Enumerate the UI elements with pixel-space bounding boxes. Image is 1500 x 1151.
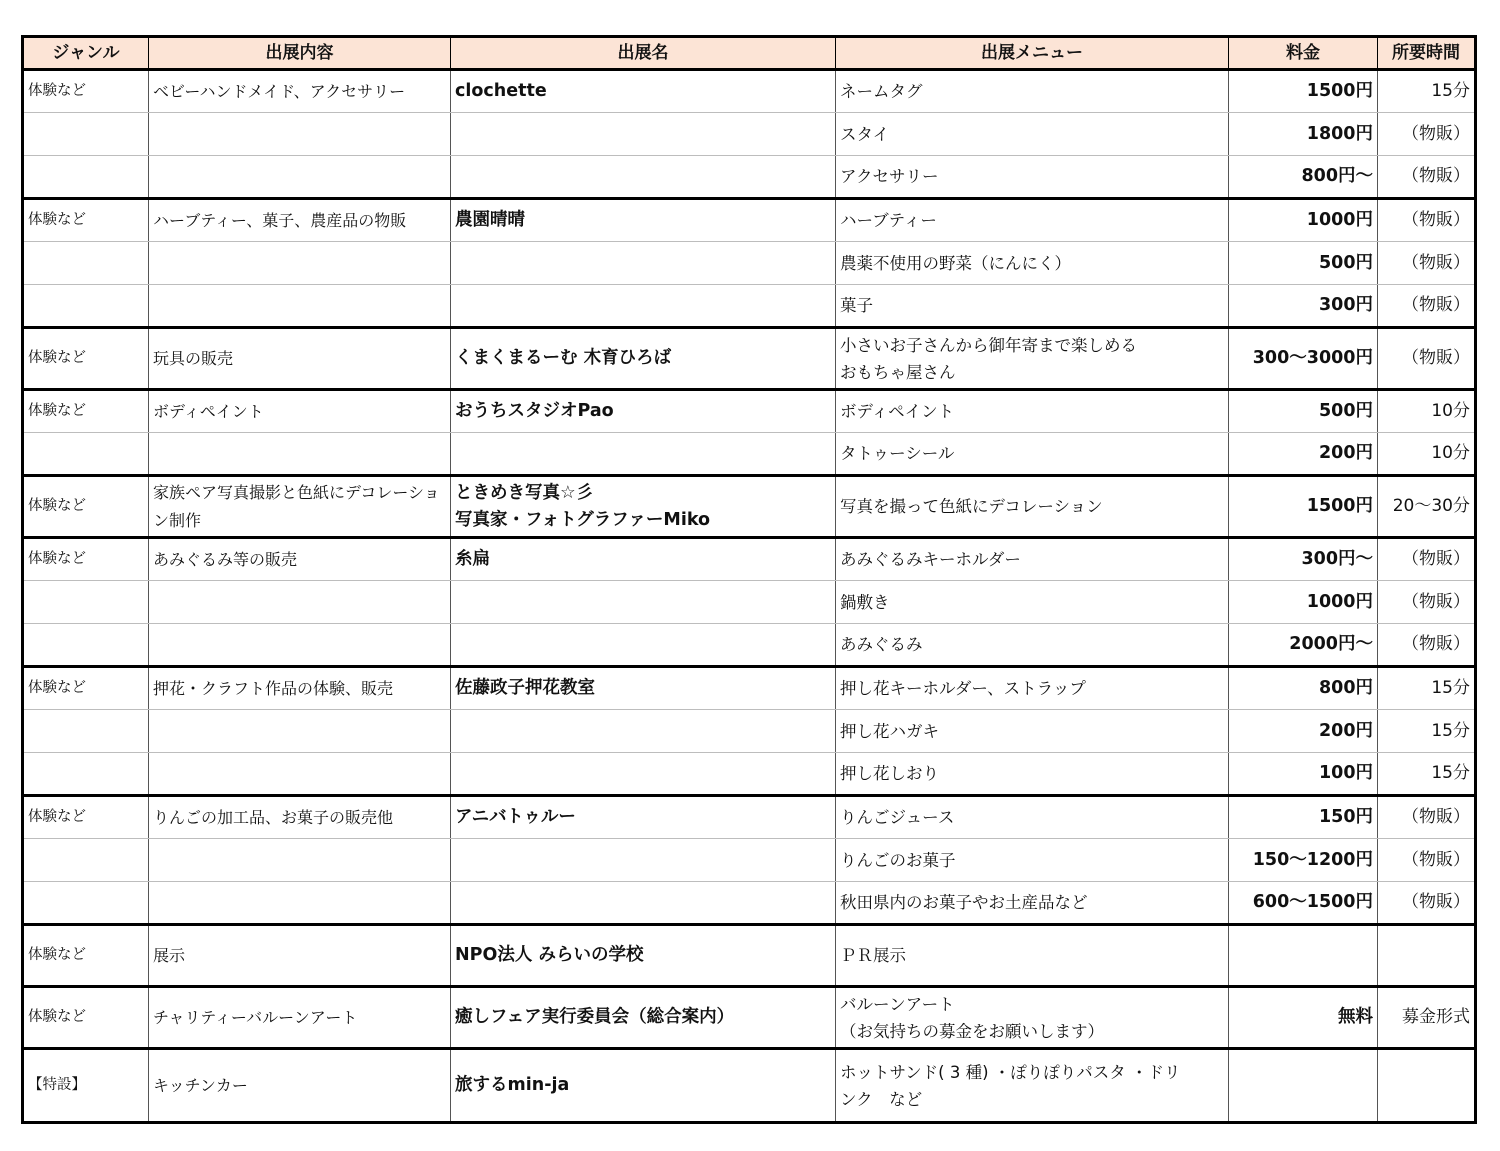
price-cell: 500円: [1229, 242, 1378, 285]
genre-cell: 体験など: [23, 796, 149, 839]
content-cell: [149, 433, 451, 476]
duration-cell: （物販）: [1378, 156, 1476, 199]
header-menu: 出展メニュー: [836, 37, 1229, 70]
content-cell: ハーブティー、菓子、農産品の物販: [149, 199, 451, 242]
duration-cell: 20～30分: [1378, 476, 1476, 538]
duration-cell: （物販）: [1378, 285, 1476, 328]
table-row: [23, 1049, 1476, 1123]
price-cell: 150円: [1229, 796, 1378, 839]
genre-cell: 体験など: [23, 390, 149, 433]
duration-cell: 15分: [1378, 667, 1476, 710]
genre-cell: [23, 433, 149, 476]
exhibitor-name-cell: 癒しフェア実行委員会（総合案内）: [451, 987, 836, 1049]
duration-cell: （物販）: [1378, 199, 1476, 242]
content-cell: あみぐるみ等の販売: [149, 538, 451, 581]
content-cell: キッチンカー: [149, 1049, 451, 1123]
content-cell: [149, 242, 451, 285]
menu-cell: りんごのお菓子: [836, 839, 1229, 882]
menu-cell: 写真を撮って色紙にデコレーション: [836, 476, 1229, 538]
price-cell: 600～1500円: [1229, 882, 1378, 925]
genre-cell: 【特設】: [23, 1049, 149, 1123]
duration-cell: 10分: [1378, 433, 1476, 476]
duration-cell: （物販）: [1378, 882, 1476, 925]
header-duration: 所要時間: [1378, 37, 1476, 70]
table-row: [23, 70, 1476, 113]
exhibitor-name-cell: [451, 882, 836, 925]
genre-cell: [23, 285, 149, 328]
exhibitor-name-cell: [451, 753, 836, 796]
content-cell: りんごの加工品、お菓子の販売他: [149, 796, 451, 839]
genre-cell: [23, 156, 149, 199]
exhibitor-name-cell: ときめき写真☆彡 写真家・フォトグラファーMiko: [451, 476, 836, 538]
duration-cell: 15分: [1378, 710, 1476, 753]
content-cell: [149, 113, 451, 156]
menu-cell: あみぐるみキーホルダー: [836, 538, 1229, 581]
price-cell: [1229, 1049, 1378, 1123]
table-row: [23, 753, 1476, 796]
duration-cell: （物販）: [1378, 796, 1476, 839]
header-row: [23, 37, 1476, 70]
genre-cell: [23, 581, 149, 624]
menu-cell: ボディペイント: [836, 390, 1229, 433]
table-row: [23, 242, 1476, 285]
table-row: [23, 328, 1476, 390]
exhibitor-name-cell: [451, 113, 836, 156]
content-cell: ベビーハンドメイド、アクセサリー: [149, 70, 451, 113]
price-cell: 1800円: [1229, 113, 1378, 156]
exhibitor-name-cell: [451, 242, 836, 285]
content-cell: [149, 285, 451, 328]
exhibitor-name-cell: アニバトゥルー: [451, 796, 836, 839]
exhibitor-name-cell: [451, 839, 836, 882]
exhibitor-name-cell: [451, 710, 836, 753]
exhibitor-name-cell: clochette: [451, 70, 836, 113]
genre-cell: 体験など: [23, 987, 149, 1049]
content-cell: [149, 710, 451, 753]
genre-cell: [23, 753, 149, 796]
genre-cell: [23, 113, 149, 156]
price-cell: 1000円: [1229, 199, 1378, 242]
exhibitor-table: [21, 35, 1477, 1124]
content-cell: 押花・クラフト作品の体験、販売: [149, 667, 451, 710]
price-cell: 800円～: [1229, 156, 1378, 199]
header-price: 料金: [1229, 37, 1378, 70]
genre-cell: [23, 882, 149, 925]
menu-cell: アクセサリー: [836, 156, 1229, 199]
price-cell: 1000円: [1229, 581, 1378, 624]
menu-cell: 秋田県内のお菓子やお土産品など: [836, 882, 1229, 925]
duration-cell: （物販）: [1378, 624, 1476, 667]
price-cell: 1500円: [1229, 476, 1378, 538]
content-cell: 展示: [149, 925, 451, 987]
genre-cell: [23, 242, 149, 285]
exhibitor-name-cell: [451, 285, 836, 328]
price-cell: 200円: [1229, 433, 1378, 476]
table-row: [23, 667, 1476, 710]
exhibitor-name-cell: おうちスタジオPao: [451, 390, 836, 433]
duration-cell: 募金形式: [1378, 987, 1476, 1049]
header-content: 出展内容: [149, 37, 451, 70]
duration-cell: （物販）: [1378, 242, 1476, 285]
exhibitor-name-cell: [451, 624, 836, 667]
genre-cell: 体験など: [23, 70, 149, 113]
duration-cell: 15分: [1378, 753, 1476, 796]
table-row: [23, 433, 1476, 476]
menu-cell: りんごジュース: [836, 796, 1229, 839]
table-row: [23, 796, 1476, 839]
genre-cell: 体験など: [23, 667, 149, 710]
genre-cell: [23, 839, 149, 882]
table-row: [23, 390, 1476, 433]
genre-cell: 体験など: [23, 199, 149, 242]
menu-cell: 小さいお子さんから御年寄まで楽しめる おもちゃ屋さん: [836, 328, 1229, 390]
exhibitor-name-cell: 佐藤政子押花教室: [451, 667, 836, 710]
price-cell: 500円: [1229, 390, 1378, 433]
duration-cell: 10分: [1378, 390, 1476, 433]
table-row: [23, 624, 1476, 667]
duration-cell: [1378, 925, 1476, 987]
exhibitor-name-cell: くまくまるーむ 木育ひろば: [451, 328, 836, 390]
price-cell: [1229, 925, 1378, 987]
price-cell: 無料: [1229, 987, 1378, 1049]
menu-cell: 菓子: [836, 285, 1229, 328]
table-row: [23, 476, 1476, 538]
exhibitor-sheet: [21, 35, 1474, 1124]
genre-cell: 体験など: [23, 538, 149, 581]
exhibitor-name-cell: 農園晴晴: [451, 199, 836, 242]
header-exhibitor-name: 出展名: [451, 37, 836, 70]
table-row: [23, 925, 1476, 987]
content-cell: [149, 624, 451, 667]
table-row: [23, 882, 1476, 925]
exhibitor-name-cell: [451, 156, 836, 199]
content-cell: [149, 882, 451, 925]
content-cell: [149, 753, 451, 796]
duration-cell: （物販）: [1378, 581, 1476, 624]
duration-cell: 15分: [1378, 70, 1476, 113]
price-cell: 800円: [1229, 667, 1378, 710]
table-row: [23, 710, 1476, 753]
header-genre: ジャンル: [23, 37, 149, 70]
menu-cell: バルーンアート （お気持ちの募金をお願いします）: [836, 987, 1229, 1049]
price-cell: 2000円～: [1229, 624, 1378, 667]
duration-cell: [1378, 1049, 1476, 1123]
genre-cell: 体験など: [23, 925, 149, 987]
price-cell: 300～3000円: [1229, 328, 1378, 390]
table-row: [23, 538, 1476, 581]
menu-cell: 押し花しおり: [836, 753, 1229, 796]
content-cell: [149, 156, 451, 199]
table-row: [23, 839, 1476, 882]
exhibitor-name-cell: 糸扁: [451, 538, 836, 581]
menu-cell: 押し花ハガキ: [836, 710, 1229, 753]
table-body: [23, 70, 1476, 1123]
exhibitor-name-cell: NPO法人 みらいの学校: [451, 925, 836, 987]
menu-cell: ホットサンド( 3 種) ・ぽりぽりパスタ ・ドリ ンク など: [836, 1049, 1229, 1123]
menu-cell: スタイ: [836, 113, 1229, 156]
genre-cell: [23, 710, 149, 753]
content-cell: [149, 581, 451, 624]
duration-cell: （物販）: [1378, 538, 1476, 581]
genre-cell: [23, 624, 149, 667]
table-row: [23, 581, 1476, 624]
price-cell: 100円: [1229, 753, 1378, 796]
menu-cell: 農薬不使用の野菜（にんにく）: [836, 242, 1229, 285]
content-cell: 家族ペア写真撮影と色紙にデコレーション制作: [149, 476, 451, 538]
price-cell: 1500円: [1229, 70, 1378, 113]
price-cell: 300円: [1229, 285, 1378, 328]
duration-cell: （物販）: [1378, 328, 1476, 390]
price-cell: 300円～: [1229, 538, 1378, 581]
table-row: [23, 987, 1476, 1049]
price-cell: 150～1200円: [1229, 839, 1378, 882]
table-row: [23, 285, 1476, 328]
genre-cell: 体験など: [23, 328, 149, 390]
menu-cell: タトゥーシール: [836, 433, 1229, 476]
menu-cell: ＰＲ展示: [836, 925, 1229, 987]
duration-cell: （物販）: [1378, 839, 1476, 882]
table-row: [23, 156, 1476, 199]
content-cell: チャリティーバルーンアート: [149, 987, 451, 1049]
exhibitor-name-cell: 旅するmin-ja: [451, 1049, 836, 1123]
genre-cell: 体験など: [23, 476, 149, 538]
table-row: [23, 113, 1476, 156]
content-cell: ボディペイント: [149, 390, 451, 433]
table-row: [23, 199, 1476, 242]
menu-cell: ハーブティー: [836, 199, 1229, 242]
menu-cell: 押し花キーホルダー、ストラップ: [836, 667, 1229, 710]
exhibitor-name-cell: [451, 433, 836, 476]
menu-cell: あみぐるみ: [836, 624, 1229, 667]
exhibitor-name-cell: [451, 581, 836, 624]
menu-cell: 鍋敷き: [836, 581, 1229, 624]
content-cell: [149, 839, 451, 882]
duration-cell: （物販）: [1378, 113, 1476, 156]
price-cell: 200円: [1229, 710, 1378, 753]
content-cell: 玩具の販売: [149, 328, 451, 390]
menu-cell: ネームタグ: [836, 70, 1229, 113]
